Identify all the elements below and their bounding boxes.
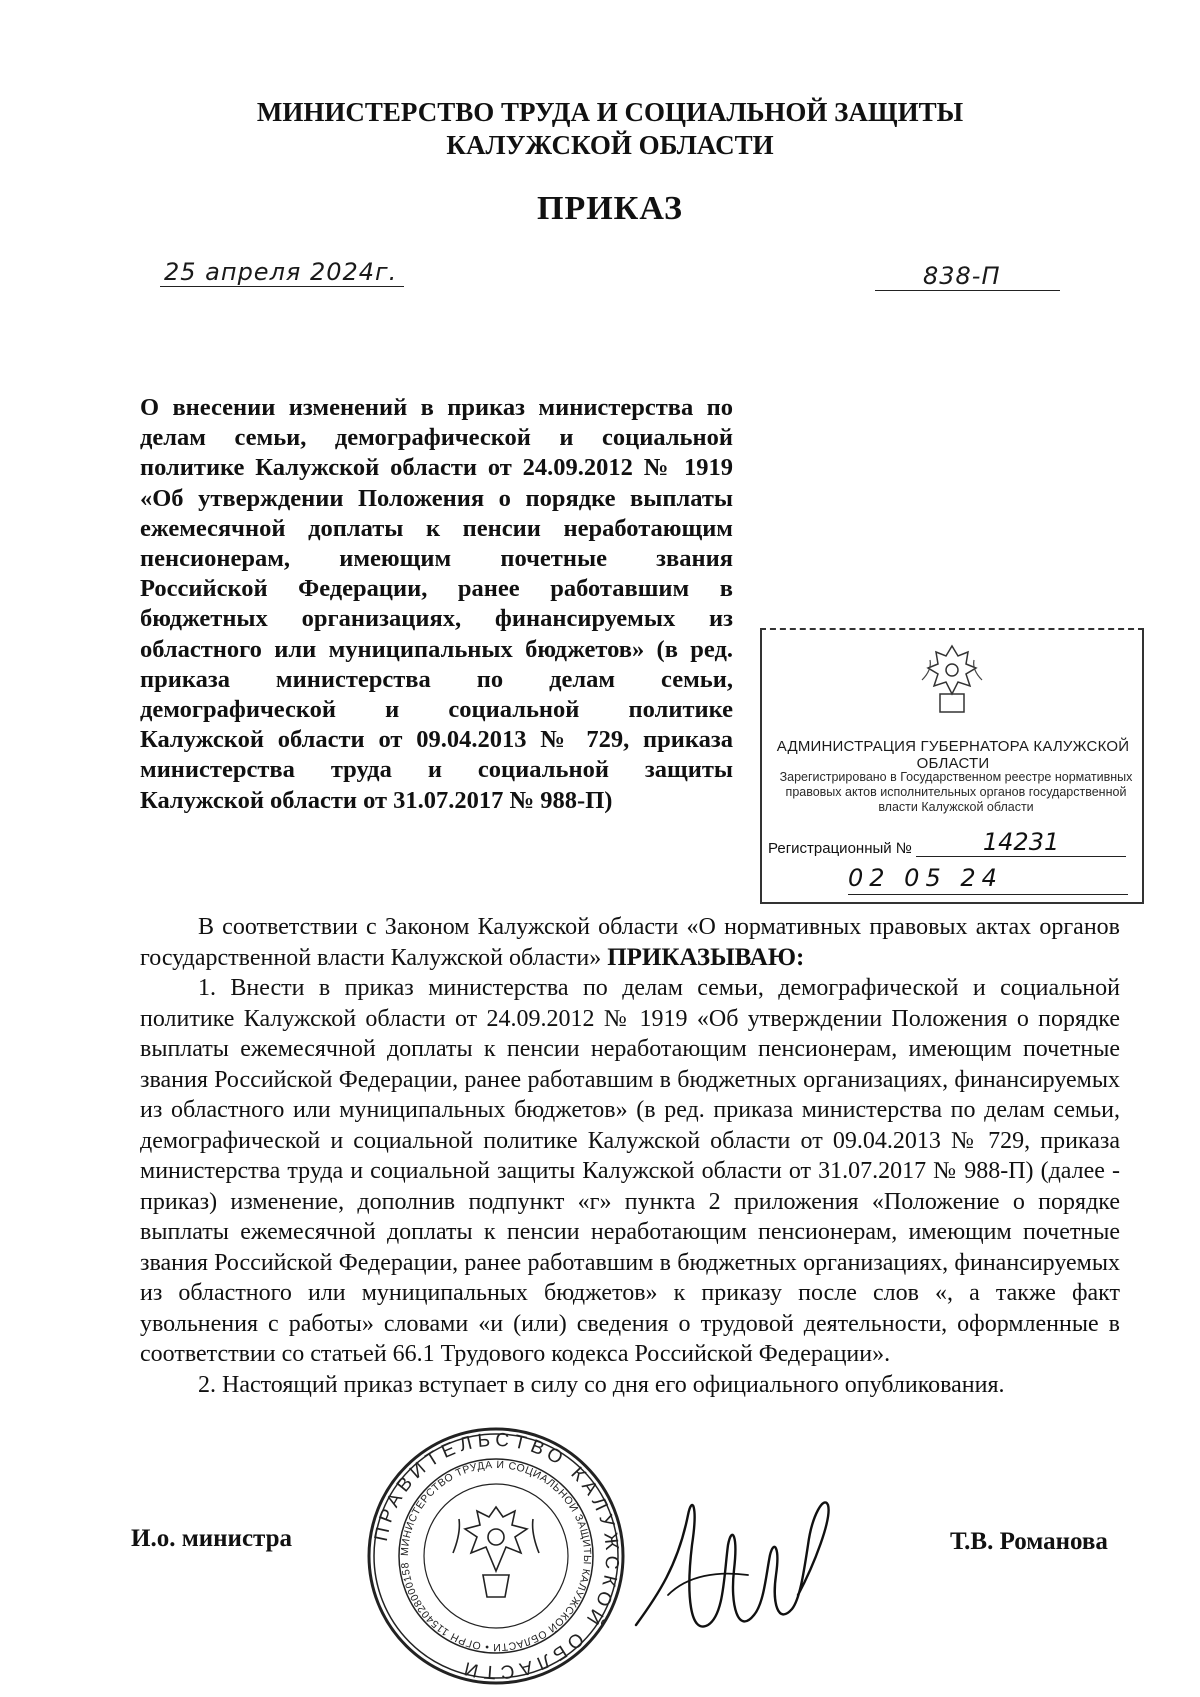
order-subject-title: О внесении изменений в приказ министерства по делам семьи, демографической и социальной политике Калужской области от 24.09.2012 № 1919 «Об утверждении Положения о порядке выплаты ежемесячной доплаты к пенсии неработающим пенсионерам, имеющим почетные звания Российской Федерации, ранее работавшим в бюджетных организациях, финансируемых из областного или муниципальных бюджетов» (в ред. приказа министерства по делам семьи, демографической и социальной политике Калужской области от 09.04.2013 № 729, приказа министерства труда и социальной защиты Калужской области от 31.07.2017 № 988-П): [140, 394, 733, 814]
stamp-reg-label: Регистрационный №: [768, 840, 912, 857]
stamp-border-left: [760, 628, 762, 904]
ministry-line-2: КАЛУЖСКОЙ ОБЛАСТИ: [446, 130, 774, 160]
ministry-header: [180, 96, 1040, 162]
order-body: [140, 912, 1120, 1400]
signer-name: Т.В. Романова: [950, 1528, 1108, 1555]
official-seal-icon: [365, 1425, 627, 1687]
doc-type-title: ПРИКАЗ: [537, 190, 683, 227]
registration-stamp: [760, 628, 1144, 904]
seal-eagle-icon: [453, 1507, 539, 1597]
seal-inner-text: МИНИСТЕРСТВО ТРУДА И СОЦИАЛЬНОЙ ЗАЩИТЫ КАЛУЖСКОЙ ОБЛАСТИ • ОГРН 1154028000158: [398, 1458, 594, 1654]
coat-of-arms-icon: [912, 640, 992, 720]
item-2-paragraph: 2. Настоящий приказ вступает в силу со дня его официального опубликования.: [198, 1371, 1005, 1398]
stamp-registered-text: Зарегистрировано в Государственном реестре нормативных правовых актов исполнительных органов государственной власти Калужской области: [779, 770, 1133, 814]
preamble-paragraph: [140, 912, 1120, 973]
order-word: ПРИКАЗЫВАЮ:: [607, 943, 805, 971]
handwritten-signature-icon: [628, 1475, 838, 1655]
order-date: 25 апреля 2024г.: [160, 258, 404, 287]
stamp-border-bottom: [760, 902, 1144, 904]
seal-outer-text: ПРАВИТЕЛЬСТВО КАЛУЖСКОЙ ОБЛАСТИ: [370, 1429, 623, 1683]
stamp-admin-name: АДМИНИСТРАЦИЯ ГУБЕРНАТОРА КАЛУЖСКОЙ ОБЛАСТИ: [776, 738, 1130, 772]
stamp-border-top: [760, 628, 1144, 630]
stamp-reg-number-row: [768, 828, 1136, 857]
item-1-paragraph: 1. Внести в приказ министерства по делам семьи, демографической и социальной политике Калужской области от 24.09.2012 № 1919 «Об утверждении Положения о порядке выплаты ежемесячной доплаты к пенсии неработающим пенсионерам, имеющим почетные звания Российской Федерации, ранее работавшим в бюджетных организациях, финансируемых из областного или муниципальных бюджетов» (в ред. приказа министерства по делам семьи, демографической и социальной политике Калужской области от 09.04.2013 № 729, приказа министерства труда и социальной защиты Калужской области от 31.07.2017 № 988-П) (далее - приказ) изменение, дополнив подпункт «г» пункта 2 приложения «Положение о порядке выплаты ежемесячной доплаты к пенсии неработающим пенсионерам, имеющим почетные звания Российской Федерации, ранее работавшим в бюджетных организациях, финансируемых из областного или муниципальных бюджетов» к приказу после слов «, а также факт увольнения с работы» словами «и (или) сведения о трудовой деятельности, оформленные в соответствии со статьей 66.1 Трудового кодекса Российской Федерации».: [140, 975, 1120, 1367]
order-number: 838-П: [875, 262, 1060, 291]
stamp-reg-date: 02 05 24: [848, 864, 1128, 895]
ministry-line-1: МИНИСТЕРСТВО ТРУДА И СОЦИАЛЬНОЙ ЗАЩИТЫ: [256, 97, 964, 127]
signer-position: И.о. министра: [131, 1525, 293, 1552]
stamp-reg-number: 14231: [916, 828, 1126, 857]
stamp-border-right: [1142, 628, 1144, 904]
preamble-text: В соответствии с Законом Калужской области «О нормативных правовых актах органов государственной власти Калужской области»: [140, 914, 1120, 971]
